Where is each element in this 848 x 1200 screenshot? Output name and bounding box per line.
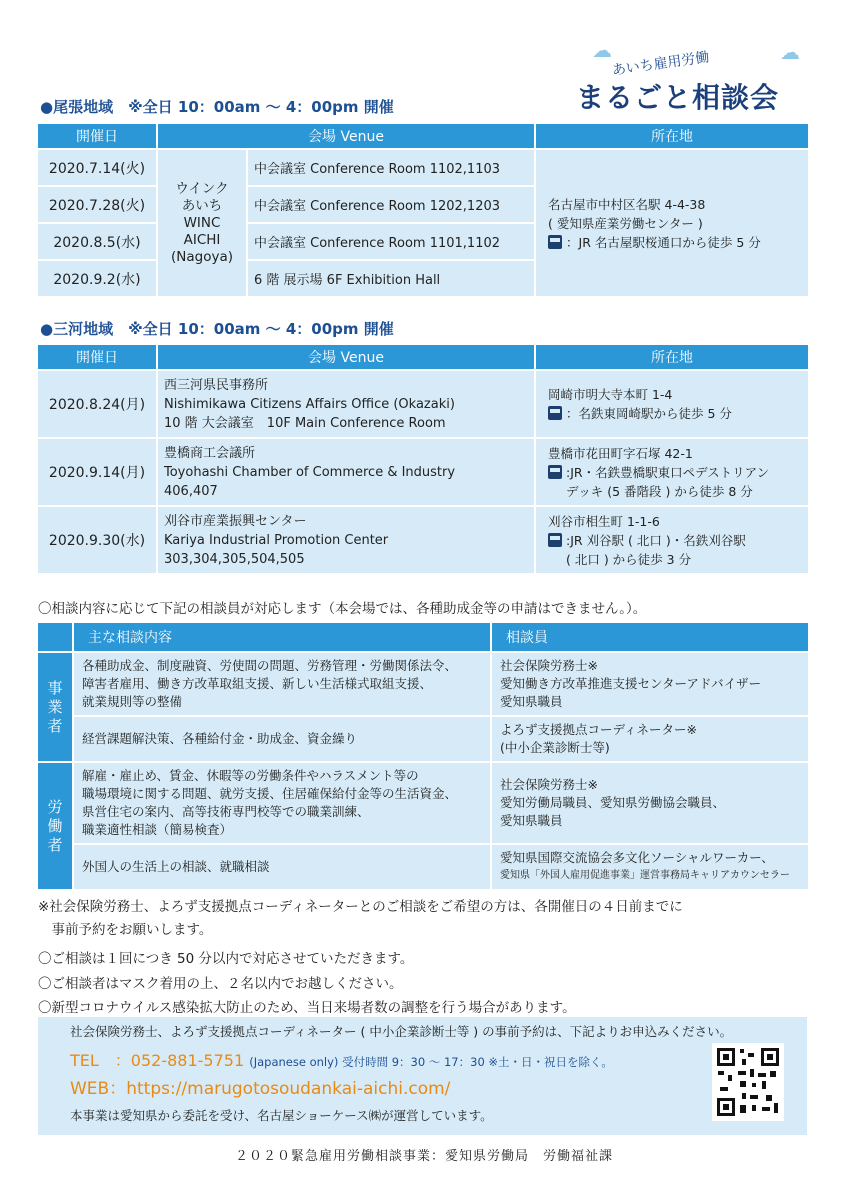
col-date: 開催日: [37, 123, 157, 149]
tel-hours: (Japanese only) 受付時間 9：30 ～ 17：30 ※土・日・祝日を除く。: [249, 1055, 613, 1069]
consultation-table: [36, 621, 810, 891]
mikawa-heading: ●三河地域 ※全日 10：00am ～ 4：00pm 開催: [40, 320, 394, 338]
consult-note: 〇相談内容に応じて下記の相談員が対応します（本会場では、各種助成金等の申請はできません。）。: [38, 601, 647, 617]
event-date: 2020.9.14(月): [37, 438, 157, 506]
address-cell: 豊橋市花田町字石塚 42-1 :JR・名鉄豊橋駅東口ペデストリアン デッキ (5 番階段 ) から徒歩 8 分: [535, 438, 809, 506]
group-label-worker: 労 働 者: [37, 762, 73, 890]
address-cell: 岡崎市明大寺本町 1-4 ：名鉄東岡崎駅から徒歩 5 分: [535, 370, 809, 438]
staff-cell: 社会保険労務士※ 愛知労働局職員、愛知県労働協会職員、 愛知県職員: [491, 762, 809, 844]
group-label-employer: 事 業 者: [37, 652, 73, 762]
bottom-credit: ２０２０緊急雇用労働相談事業：愛知県労働局 労働福祉課: [234, 1149, 613, 1164]
owari-address: 名古屋市中村区名駅 4-4-38 ( 愛知県産業労働センター ) ：JR 名古屋駅桜通口から徒歩 5 分: [535, 149, 809, 297]
col-address: 所在地: [535, 344, 809, 370]
logo-subtitle: あいち雇用労働: [611, 49, 711, 79]
venue-name-winc: ウインク あいち WINC AICHI (Nagoya): [157, 149, 247, 297]
room-name: 中会議室 Conference Room 1101,1102: [247, 223, 535, 260]
content-cell: 各種助成金、制度融資、労使間の問題、労務管理・労働関係法令、 障害者雇用、働き方改革取組支援、新しい生活様式取組支援、 就業規則等の整備: [73, 652, 491, 716]
owari-schedule-table: [36, 122, 810, 298]
bus-icon: [548, 465, 562, 479]
logo-title: まるごと相談会: [576, 81, 780, 114]
event-date: 2020.7.28(火): [37, 186, 157, 223]
event-date: 2020.7.14(火): [37, 149, 157, 186]
bus-icon: [548, 533, 562, 547]
operator-note: 本事業は愛知県から委託を受け、名古屋ショーケース㈱が運営しています。: [70, 1108, 493, 1123]
event-date: 2020.8.5(水): [37, 223, 157, 260]
col-blank: [37, 622, 73, 652]
covid-note: 〇新型コロナウイルス感染拡大防止のため、当日来場者数の調整を行う場合があります。: [38, 1000, 576, 1016]
room-name: 中会議室 Conference Room 1102,1103: [247, 149, 535, 186]
room-name: 6 階 展示場 6F Exhibition Hall: [247, 260, 535, 297]
mikawa-schedule-table: [36, 343, 810, 575]
cloud-icon: ☁: [780, 40, 800, 64]
event-date: 2020.9.2(水): [37, 260, 157, 297]
col-venue: 会場 Venue: [157, 123, 535, 149]
col-address: 所在地: [535, 123, 809, 149]
qr-code[interactable]: [712, 1043, 784, 1121]
staff-cell: よろず支援拠点コーディネーター※ (中小企業診断士等): [491, 716, 809, 762]
reservation-info: 社会保険労務士、よろず支援拠点コーディネーター ( 中小企業診断士等 ) の事前予約は、下記よりお申込みください。: [70, 1024, 733, 1039]
staff-cell: 社会保険労務士※ 愛知働き方改革推進支援センターアドバイザー 愛知県職員: [491, 652, 809, 716]
col-content: 主な相談内容: [73, 622, 491, 652]
col-staff: 相談員: [491, 622, 809, 652]
cloud-icon: ☁: [592, 38, 612, 62]
time-limit-note: 〇ご相談は１回につき 50 分以内で対応させていただきます。: [38, 951, 414, 967]
venue-cell: 西三河県民事務所 Nishimikawa Citizens Affairs Office (Okazaki) 10 階 大会議室 10F Main Conference Room: [157, 370, 535, 438]
event-date: 2020.8.24(月): [37, 370, 157, 438]
col-date: 開催日: [37, 344, 157, 370]
reservation-note-cont: 事前予約をお願いします。: [38, 922, 213, 938]
event-date: 2020.9.30(水): [37, 506, 157, 574]
qr-code-icon: [716, 1047, 780, 1117]
venue-cell: 刈谷市産業振興センター Kariya Industrial Promotion Center 303,304,305,504,505: [157, 506, 535, 574]
content-cell: 解雇・雇止め、賃金、休暇等の労働条件やハラスメント等の 職場環境に関する問題、就労支援、住居確保給付金等の生活資金、 県営住宅の案内、高等技術専門校等での職業訓練、 職業適性相談（簡易検査）: [73, 762, 491, 844]
owari-heading: ●尾張地域 ※全日 10：00am ～ 4：00pm 開催: [40, 98, 394, 116]
room-name: 中会議室 Conference Room 1202,1203: [247, 186, 535, 223]
reservation-note: ※社会保険労務士、よろず支援拠点コーディネーターとのご相談をご希望の方は、各開催日の４日前までに: [38, 899, 683, 915]
venue-cell: 豊橋商工会議所 Toyohashi Chamber of Commerce & Industry 406,407: [157, 438, 535, 506]
col-venue: 会場 Venue: [157, 344, 535, 370]
bus-icon: [548, 235, 562, 249]
staff-cell: 愛知県国際交流協会多文化ソーシャルワーカー、 愛知県「外国人雇用促進事業」運営事務局キャリアカウンセラー: [491, 844, 809, 890]
content-cell: 外国人の生活上の相談、就職相談: [73, 844, 491, 890]
tel-line: [70, 1048, 613, 1071]
bus-icon: [548, 406, 562, 420]
tel-number[interactable]: TEL ：052-881-5751: [70, 1051, 245, 1070]
address-cell: 刈谷市相生町 1-1-6 :JR 刈谷駅 ( 北口 )・名鉄刈谷駅 ( 北口 ) から徒歩 3 分: [535, 506, 809, 574]
web-link[interactable]: WEB：https://marugotosoudankai-aichi.com/: [70, 1079, 451, 1099]
content-cell: 経営課題解決策、各種給付金・助成金、資金繰り: [73, 716, 491, 762]
mask-note: 〇ご相談者はマスク着用の上、２名以内でお越しください。: [38, 976, 403, 992]
